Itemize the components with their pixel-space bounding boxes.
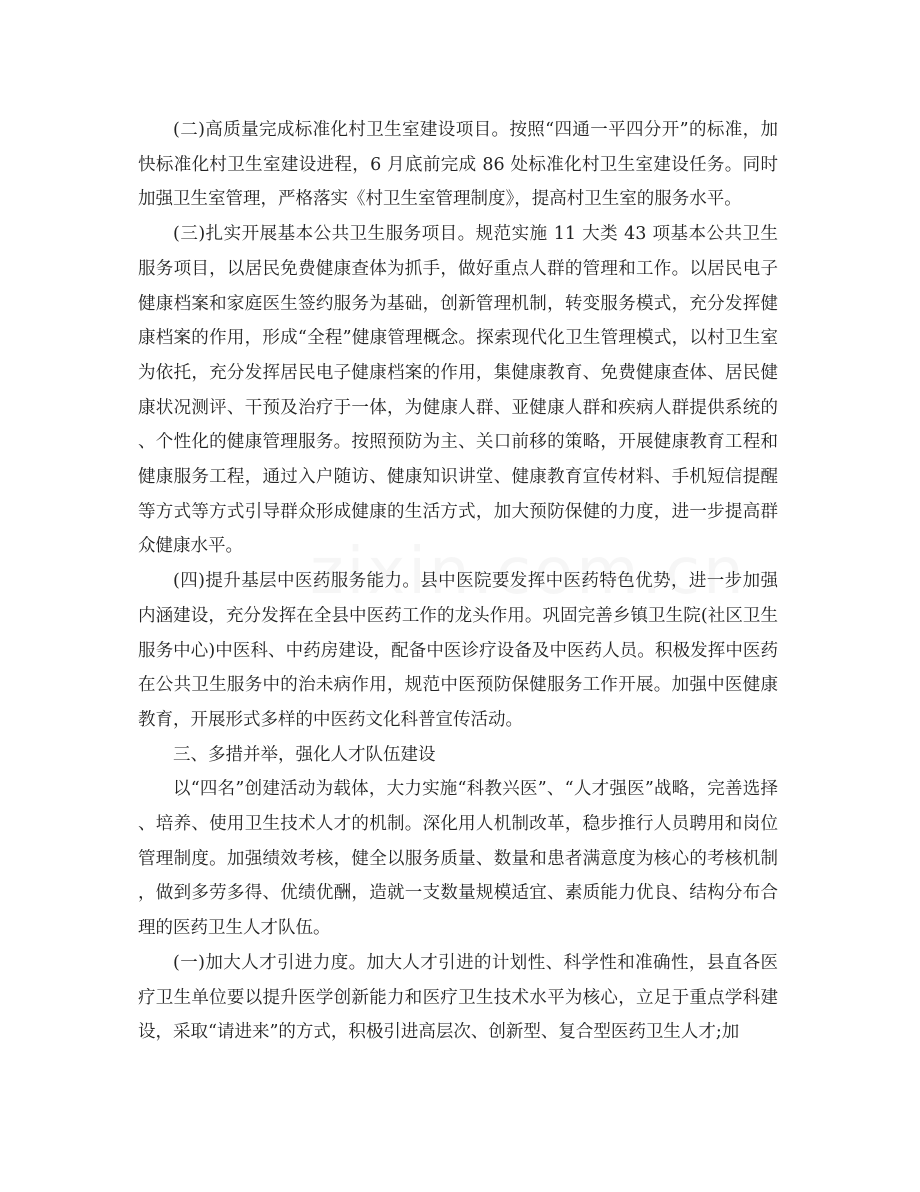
paragraph-talent-strategy: 以“四名”创建活动为载体，大力实施“科教兴医”、“人才强医”战略，完善选择、培养、使用卫生技术人才的机制。深化用人机制改革，稳步推行人员聘用和岗位管理制度。加强绩效考核，健全以服务质量、数量和患者满意度为核心的考核机制，做到多劳多得、优绩优酬，造就一支数量规模适宜、素质能力优良、结构分布合理的医药卫生人才队伍。 [138, 779, 778, 939]
paragraph-village-clinic: (二)高质量完成标准化村卫生室建设项目。按照“四通一平四分开”的标准，加快标准化村卫生室建设进程，6 月底前完成 86 处标准化村卫生室建设任务。同时加强卫生室管理，严格落实《村卫生室管理制度》，提高村卫生室的服务水平。 [138, 120, 778, 210]
paragraph-tcm-services: (四)提升基层中医药服务能力。县中医院要发挥中医药特色优势，进一步加强内涵建设，充分发挥在全县中医药工作的龙头作用。巩固完善乡镇卫生院(社区卫生服务中心)中医科、中药房建设，配备中医诊疗设备及中医药人员。积极发挥中医药在公共卫生服务中的治未病作用，规范中医预防保健服务工作开展。加强中医健康教育，开展形式多样的中医药文化科普宣传活动。 [138, 571, 778, 730]
paragraph-talent-recruitment: (一)加大人才引进力度。加大人才引进的计划性、科学性和准确性，县直各医疗卫生单位要以提升医学创新能力和医疗卫生技术水平为核心，立足于重点学科建设，采取“请进来”的方式，积极引进高层次、创新型、复合型医药卫生人才;加 [138, 952, 778, 1043]
document-body [138, 113, 778, 1050]
section-heading-talent: 三、多措并举，强化人才队伍建设 [173, 744, 436, 765]
paragraph-public-health: (三)扎实开展基本公共卫生服务项目。规范实施 11 大类 43 项基本公共卫生服务项目，以居民免费健康查体为抓手，做好重点人群的管理和工作。以居民电子健康档案和家庭医生签约服务为基础，创新管理机制，转变服务模式，充分发挥健康档案的作用，形成“全程”健康管理概念。探索现代化卫生管理模式，以村卫生室为依托，充分发挥居民电子健康档案的作用，集健康教育、免费健康查体、居民健康状况测评、干预及治疗于一体，为健康人群、亚健康人群和疾病人群提供系统的、个性化的健康管理服务。按照预防为主、关口前移的策略，开展健康教育工程和健康服务工程，通过入户随访、健康知识讲堂、健康教育宣传材料、手机短信提醒等方式等方式引导群众形成健康的生活方式，加大预防保健的力度，进一步提高群众健康水平。 [138, 224, 778, 557]
